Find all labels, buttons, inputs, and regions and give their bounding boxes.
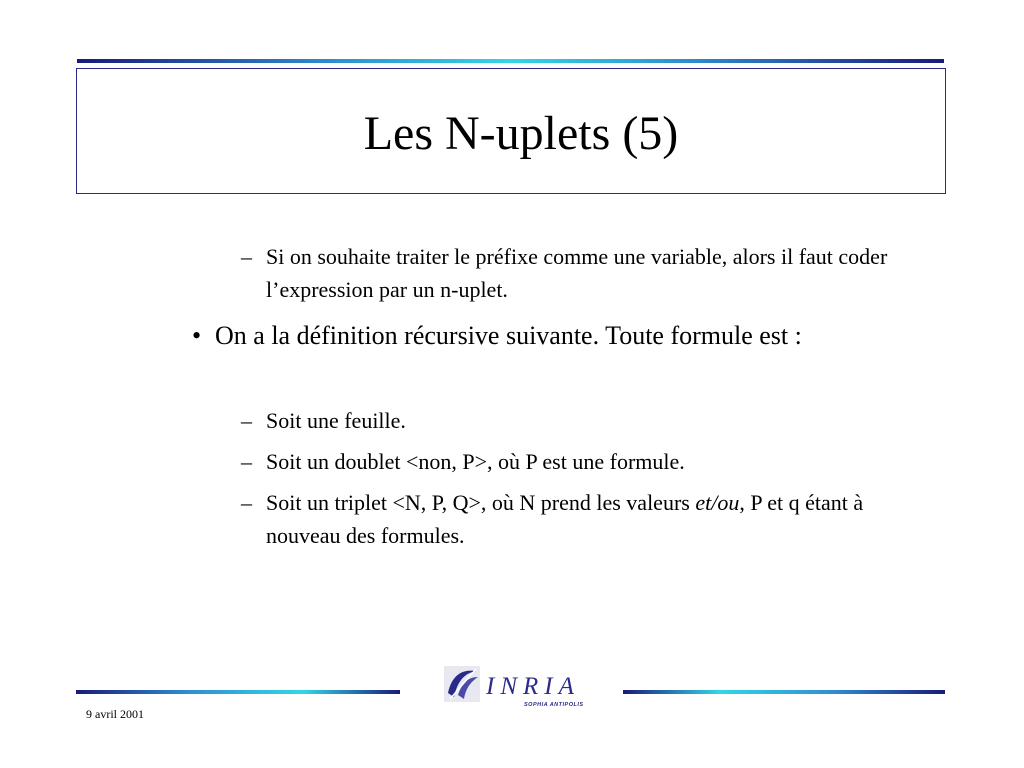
- logo-subtitle: SOPHIA ANTIPOLIS: [524, 702, 584, 708]
- bullet-text: Si on souhaite traiter le préfixe comme une variable, alors il faut coder l’expression par un n-uplet.: [266, 244, 888, 302]
- bullet-item-2: [192, 316, 942, 356]
- inria-logo-icon: [442, 663, 598, 709]
- bullet-text-after: , P et q étant à nouveau des formules.: [266, 490, 864, 548]
- bottom-left-rule: [76, 690, 400, 694]
- bullet-text: Soit un doublet <non, P>, où P est une formule.: [266, 449, 685, 474]
- bullet-text: On a la définition récursive suivante. Toute formule est :: [215, 321, 802, 350]
- bullet-text-italic: et/ou: [695, 490, 740, 515]
- bullet-marker: •: [192, 321, 202, 350]
- bottom-right-rule: [623, 690, 945, 694]
- bullet-item-1: [241, 240, 941, 306]
- footer-date: 9 avril 2001: [86, 707, 144, 721]
- dash-marker: –: [241, 490, 252, 515]
- logo-wordmark: INRIA: [486, 673, 580, 700]
- dash-marker: –: [241, 244, 252, 269]
- slide-title: Les N-uplets (5): [363, 107, 679, 160]
- bullet-text: Soit une feuille.: [266, 408, 406, 433]
- bullet-text: [266, 486, 941, 552]
- dash-marker: –: [241, 449, 252, 474]
- bullet-item-5: [241, 486, 941, 552]
- top-rule: [77, 59, 944, 63]
- bullet-item-3: [241, 404, 941, 437]
- title-box: [76, 68, 946, 194]
- dash-marker: –: [241, 408, 252, 433]
- bullet-item-4: [241, 445, 941, 478]
- bullet-text-before: Soit un triplet <N, P, Q>, où N prend les valeurs: [266, 490, 696, 515]
